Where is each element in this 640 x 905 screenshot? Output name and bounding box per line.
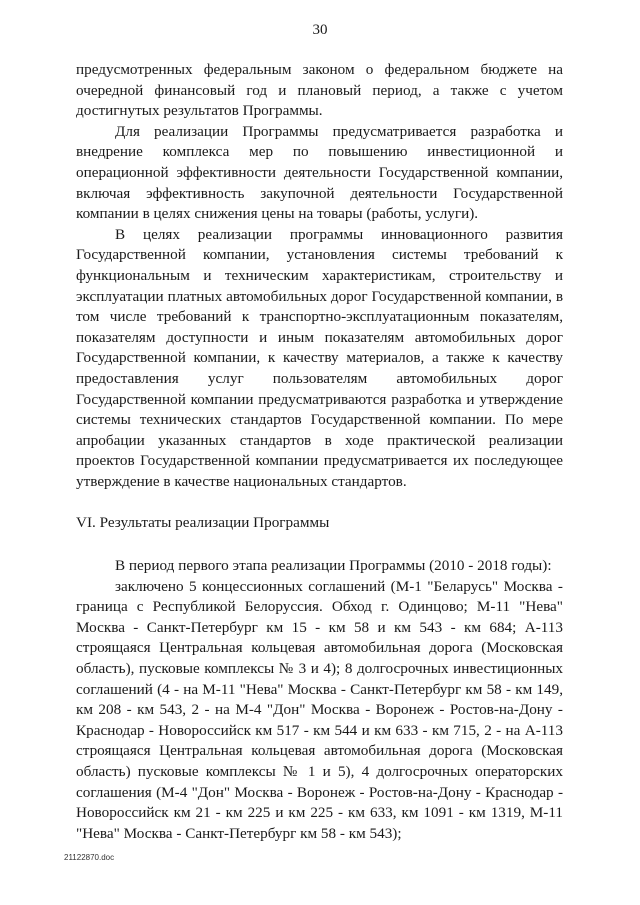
document-body xyxy=(76,60,563,844)
paragraph-efficiency-measures: Для реализации Программы предусматривается разработка и внедрение комплекса мер по повышению инвестиционной и операционной эффективности деятельности Государственной компании, включая эффективность закупочной деятельности Государственной компании в целях снижения цены на товары (работы, услуги). xyxy=(76,122,563,223)
paragraph-agreements: заключено 5 концессионных соглашений (М-1 "Беларусь" Москва - граница с Республикой Белоруссия. Обход г. Одинцово; М-11 "Нева" Москва - Санкт-Петербург км 15 - км 58 и км 543 - км 684; А-113 строящаяся Центральная кольцевая автомобильная дорога (Московская область), пусковые комплексы № 3 и 4); 8 долгосрочных инвестиционных соглашений (4 - на М-11 "Нева" Москва - Санкт-Петербург км 58 - км 149, км 208 - км 543, 2 - на М-4 "Дон" Москва - Воронеж - Ростов-на-Дону - Краснодар - Новороссийск км 517 - км 544 и км 633 - км 715, 2 - на А-113 строящаяся Центральная кольцевая автомобильная дорога (Московская область) пусковые комплексы № 1 и 5), 4 долгосрочных операторских соглашения (М-4 "Дон" Москва - Воронеж - Ростов-на-Дону - Краснодар - Новороссийск км 21 - км 225 и км 225 - км 633, км 1091 - км 1319, М-11 "Нева" Москва - Санкт-Петербург км 58 - км 543); xyxy=(76,577,563,842)
page-number: 30 xyxy=(312,22,328,38)
footer-file-code: 21122870.doc xyxy=(64,853,115,862)
paragraph-technical-standards: В целях реализации программы инновационного развития Государственной компании, установления системы требований к функциональным и техническим характеристикам, строительству и эксплуатации платных автомобильных дорог Государственной компании, в том числе требований к транспортно-эксплуатационным показателям, показателям доступности и иным показателям автомобильных дорог Государственной компании, к качеству материалов, а также к качеству предоставления услуг пользователям автомобильных дорог Государственной компании предусматриваются разработка и утверждение системы технических стандартов Государственной компании. По мере апробации указанных стандартов в ходе практической реализации проектов Государственной компании предусматривается их последующее утверждение в качестве национальных стандартов. xyxy=(76,225,563,490)
paragraph-continuation: предусмотренных федеральным законом о федеральном бюджете на очередной финансовый год и плановый период, а также с учетом достигнутых результатов Программы. xyxy=(76,61,563,120)
paragraph-first-stage: В период первого этапа реализации Программы (2010 - 2018 годы): xyxy=(115,557,552,575)
section-heading: VI. Результаты реализации Программы xyxy=(76,514,330,532)
